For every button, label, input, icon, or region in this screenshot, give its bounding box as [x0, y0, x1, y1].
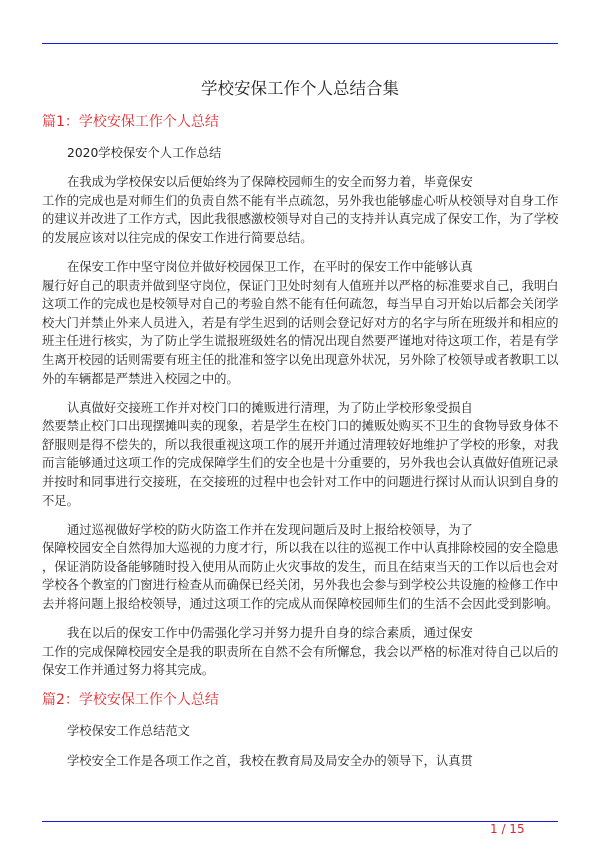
- paragraph: [42, 144, 546, 163]
- text-line: 班主任进行核实，为了防止学生谎报班级姓名的情况出现自然要严谨地对待这项工作，若是有学: [42, 334, 559, 349]
- header-rule: [42, 43, 558, 44]
- paragraph: [42, 173, 559, 247]
- text-line: 工作的完成保障校园安全是我的职责所在自然不会有所懈怠，我会以严格的标准对待自己以后的: [42, 644, 559, 659]
- section-heading: 篇1：学校安保工作个人总结: [42, 114, 219, 130]
- footer-rule: [42, 821, 558, 822]
- document-body: [42, 78, 559, 781]
- text-line: 去并将问题上报给校领导，通过这项工作的完成从而保障校园师生们的生活不会因此受到影响。: [42, 597, 559, 612]
- text-line: 认真做好交接班工作并对校门口的摊贩进行清理，为了防止学校形象受损自: [67, 400, 473, 415]
- text-line: 并按时和同事进行交接班，在交接班的过程中也会针对工作中的问题进行探讨从而认识到自身的: [42, 475, 559, 489]
- paragraph: [42, 521, 559, 614]
- text-line: 学校各个教室的门窗进行检查从而确保已经关闭，另外我也会参与到学校公共设施的检修工作中: [42, 578, 559, 593]
- paragraph: [42, 399, 559, 511]
- text-line: ，保证消防设备能够随时投入使用从而防止火灾事故的发生，而且在结束当天的工作以后也会对: [42, 559, 559, 574]
- text-line: 工作的完成也是对师生们的负责自然不能有半点疏忽，另外我也能够虚心听从校领导对自身工作: [42, 193, 559, 208]
- text-line: 的建议并改进了工作方式，因此我很感激校领导对自己的支持并认真完成了保安工作，为了学校: [42, 212, 559, 227]
- text-line: 学校安全工作是各项工作之首，我校在教育局及局安全办的领导下，认真贯: [67, 753, 473, 768]
- text-line: 然要禁止校门口出现摆摊叫卖的现象，若是学生在校门口的摊贩处购买不卫生的食物导致身体不: [42, 419, 559, 434]
- text-line: 校大门并禁止外来人员进入，若是有学生迟到的话则会登记好对方的名字与所在班级并和相应的: [42, 315, 559, 330]
- text-line: 外的车辆都是严禁进入校园之中的。: [42, 371, 239, 386]
- text-line: 我在以后的保安工作中仍需强化学习并努力提升自身的综合素质，通过保安: [67, 626, 473, 641]
- text-line: 学校保安工作总结范文: [67, 724, 190, 739]
- document-title: 学校安保工作个人总结合集: [201, 79, 399, 98]
- paragraph: [42, 752, 546, 771]
- text-line: 保障校园安全自然得加大巡视的力度才行，所以我在以往的巡视工作中认真排除校园的安全隐患: [42, 541, 559, 556]
- text-line: 通过巡视做好学校的防火防盗工作并在发现问题后及时上报给校领导，为了: [67, 522, 473, 537]
- text-line: 在保安工作中坚守岗位并做好校园保卫工作，在平时的保安工作中能够认真: [67, 259, 473, 274]
- text-line: 而言能够通过这项工作的完成保障学生们的安全也是十分重要的，另外我也会认真做好值班记录: [42, 456, 559, 471]
- text-line: 不足。: [42, 493, 79, 508]
- text-line: 保安工作并通过努力将其完成。: [42, 663, 215, 678]
- paragraph: [42, 722, 546, 741]
- text-line: 生离开校园的话则需要有班主任的批准和签字以免出现意外状况，另外除了校领导或者教职工以: [42, 352, 559, 367]
- sections: [42, 112, 559, 770]
- text-line: 这项工作的完成也是校领导对自己的考验自然不能有任何疏忽，每当早自习开始以后都会关闭学: [42, 297, 559, 312]
- text-line: 2020学校保安个人工作总结: [67, 146, 222, 160]
- paragraph: [42, 258, 559, 388]
- paragraph: [42, 624, 559, 680]
- section-heading: 篇2：学校安保工作个人总结: [42, 692, 219, 709]
- text-line: 履行好自己的职责并做到坚守岗位，保证门卫处时刻有人值班并以严格的标准要求自己，我明白: [42, 278, 559, 293]
- page-number: 1 / 15: [490, 822, 525, 836]
- text-line: 在我成为学校保安以后便始终为了保障校园师生的安全而努力着，毕竟保安: [67, 175, 473, 190]
- text-line: 舒服则是得不偿失的，所以我很重视这项工作的展开并通过清理较好地维护了学校的形象，对我: [42, 437, 559, 452]
- text-line: 的发展应该对以往完成的保安工作进行简要总结。: [42, 230, 313, 245]
